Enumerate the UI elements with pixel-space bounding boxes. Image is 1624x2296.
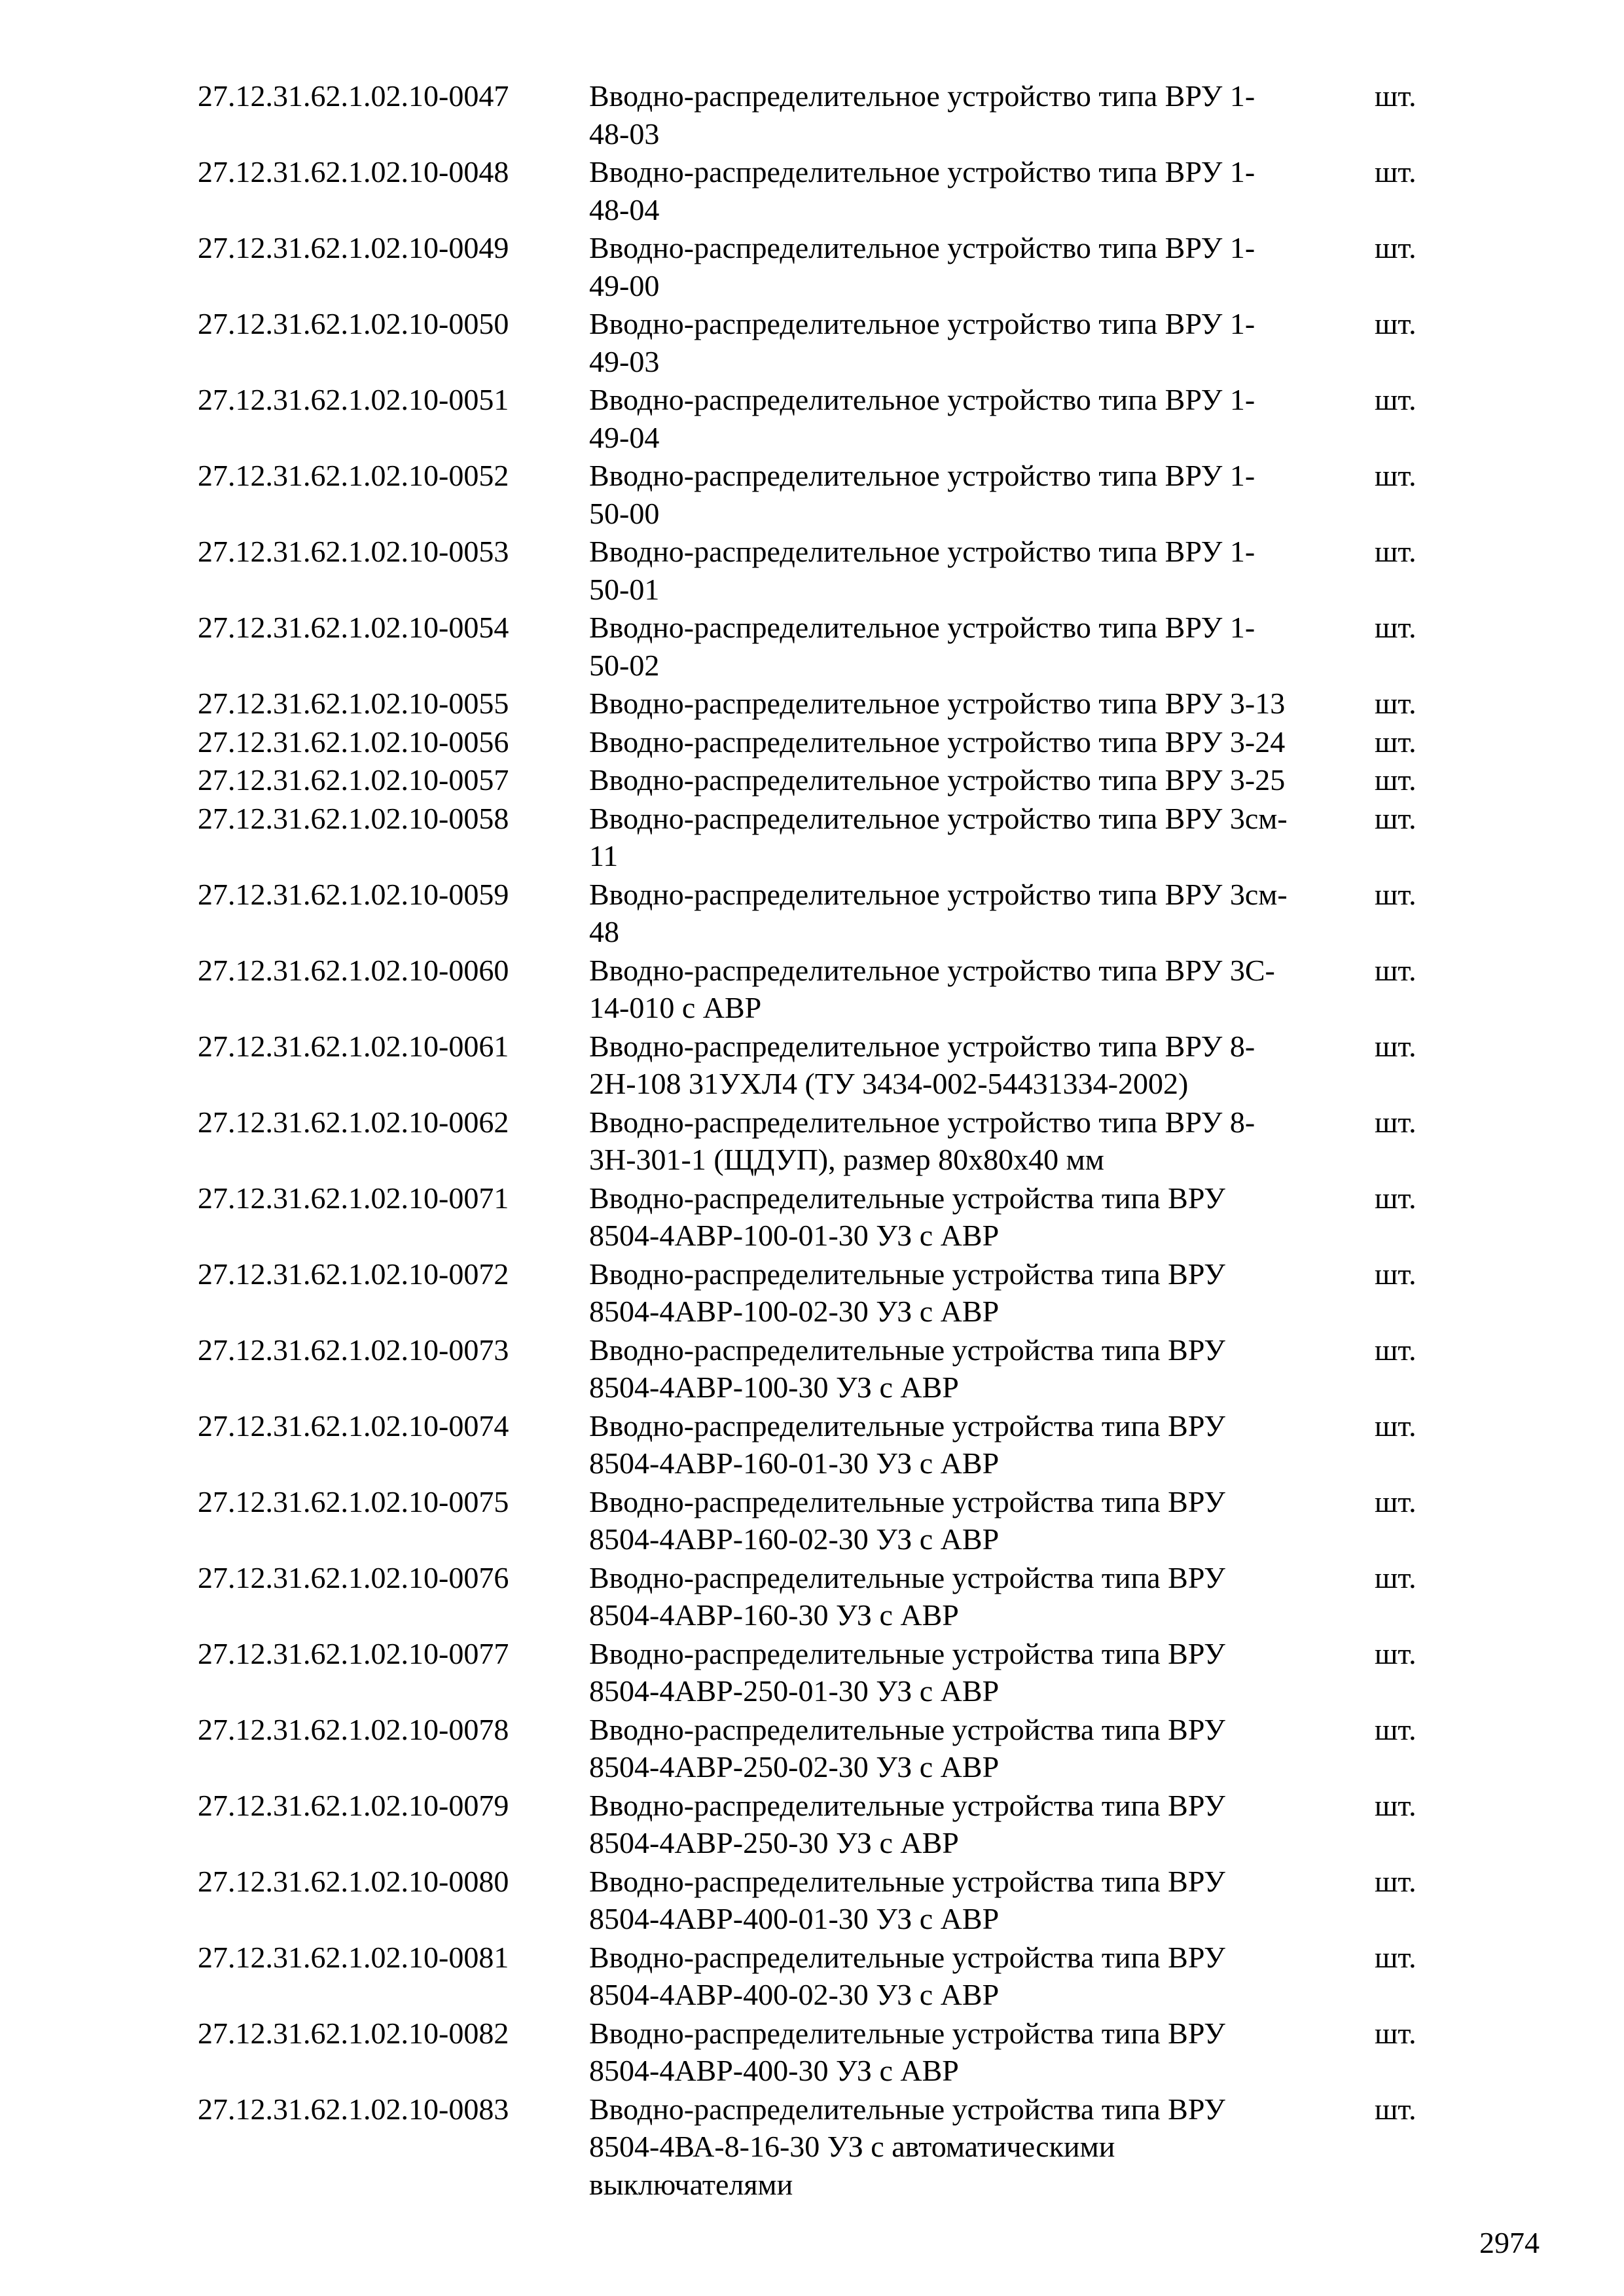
item-code: 27.12.31.62.1.02.10-0079	[198, 1788, 509, 1822]
item-code: 27.12.31.62.1.02.10-0048	[198, 155, 509, 188]
item-unit: шт.	[1375, 611, 1416, 644]
item-unit: шт.	[1375, 2016, 1416, 2050]
item-code: 27.12.31.62.1.02.10-0083	[198, 2092, 509, 2126]
item-code: 27.12.31.62.1.02.10-0075	[198, 1484, 509, 1518]
item-unit: шт.	[1375, 763, 1416, 797]
item-unit: шт.	[1375, 1712, 1416, 1746]
item-name: Вводно-распределительное устройство типа ВРУ 1- 48-04	[589, 155, 1255, 226]
item-name: Вводно-распределительные устройства типа ВРУ 8504-4АВР-250-30 УЗ с АВР	[589, 1788, 1225, 1859]
table-row	[198, 1635, 1441, 1710]
item-unit: шт.	[1375, 877, 1416, 911]
item-name: Вводно-распределительное устройство типа ВРУ 1- 50-00	[589, 459, 1255, 530]
item-name: Вводно-распределительное устройство типа ВРУ 3см- 11	[589, 801, 1288, 872]
item-code: 27.12.31.62.1.02.10-0077	[198, 1636, 509, 1670]
item-code: 27.12.31.62.1.02.10-0081	[198, 1940, 509, 1974]
table-row	[198, 77, 1441, 152]
table-row	[198, 1179, 1441, 1255]
item-name: Вводно-распределительное устройство типа ВРУ 3С- 14-010 с АВР	[589, 953, 1275, 1024]
item-name: Вводно-распределительные устройства типа ВРУ 8504-4АВР-100-01-30 УЗ с АВР	[589, 1181, 1225, 1252]
item-name: Вводно-распределительные устройства типа ВРУ 8504-4АВР-400-30 УЗ с АВР	[589, 2016, 1225, 2087]
price-list-table	[198, 77, 1441, 2204]
item-unit: шт.	[1375, 459, 1416, 492]
table-row	[198, 1331, 1441, 1407]
table-row	[198, 533, 1441, 608]
item-code: 27.12.31.62.1.02.10-0072	[198, 1257, 509, 1291]
item-code: 27.12.31.62.1.02.10-0058	[198, 801, 509, 835]
table-row	[198, 381, 1441, 456]
item-code: 27.12.31.62.1.02.10-0071	[198, 1181, 509, 1215]
item-code: 27.12.31.62.1.02.10-0082	[198, 2016, 509, 2050]
item-unit: шт.	[1375, 1181, 1416, 1215]
item-unit: шт.	[1375, 953, 1416, 987]
item-name: Вводно-распределительные устройства типа ВРУ 8504-4ВА-8-16-30 УЗ с автоматическими выключателями	[589, 2092, 1225, 2201]
item-unit: шт.	[1375, 1636, 1416, 1670]
table-row	[198, 1939, 1441, 2014]
table-row	[198, 229, 1441, 304]
item-code: 27.12.31.62.1.02.10-0078	[198, 1712, 509, 1746]
table-row	[198, 1787, 1441, 1862]
item-unit: шт.	[1375, 1105, 1416, 1139]
item-name: Вводно-распределительные устройства типа ВРУ 8504-4АВР-160-01-30 УЗ с АВР	[589, 1408, 1225, 1480]
item-unit: шт.	[1375, 725, 1416, 759]
item-name: Вводно-распределительное устройство типа ВРУ 8- 3Н-301-1 (ЩДУП), размер 80х80х40 мм	[589, 1105, 1255, 1176]
item-name: Вводно-распределительное устройство типа ВРУ 3-24	[589, 725, 1286, 759]
item-unit: шт.	[1375, 231, 1416, 264]
table-row	[198, 1483, 1441, 1558]
table-row	[198, 1407, 1441, 1482]
item-unit: шт.	[1375, 1408, 1416, 1443]
table-row	[198, 2090, 1441, 2204]
table-row	[198, 457, 1441, 532]
item-unit: шт.	[1375, 801, 1416, 835]
item-code: 27.12.31.62.1.02.10-0057	[198, 763, 509, 797]
table-row	[198, 952, 1441, 1027]
table-row	[198, 609, 1441, 684]
item-code: 27.12.31.62.1.02.10-0074	[198, 1408, 509, 1443]
table-row	[198, 876, 1441, 951]
table-row	[198, 1255, 1441, 1331]
item-code: 27.12.31.62.1.02.10-0073	[198, 1333, 509, 1367]
item-name: Вводно-распределительные устройства типа ВРУ 8504-4АВР-100-02-30 УЗ с АВР	[589, 1257, 1225, 1328]
item-unit: шт.	[1375, 1940, 1416, 1974]
item-unit: шт.	[1375, 79, 1416, 113]
item-code: 27.12.31.62.1.02.10-0062	[198, 1105, 509, 1139]
item-unit: шт.	[1375, 1257, 1416, 1291]
item-unit: шт.	[1375, 687, 1416, 720]
item-unit: шт.	[1375, 383, 1416, 416]
item-unit: шт.	[1375, 1788, 1416, 1822]
item-name: Вводно-распределительное устройство типа ВРУ 1- 49-00	[589, 231, 1255, 302]
table-row	[198, 1711, 1441, 1786]
item-code: 27.12.31.62.1.02.10-0051	[198, 383, 509, 416]
item-code: 27.12.31.62.1.02.10-0052	[198, 459, 509, 492]
table-row	[198, 2015, 1441, 2090]
item-unit: шт.	[1375, 307, 1416, 340]
item-name: Вводно-распределительное устройство типа ВРУ 3см- 48	[589, 877, 1288, 948]
item-unit: шт.	[1375, 2092, 1416, 2126]
item-code: 27.12.31.62.1.02.10-0080	[198, 1864, 509, 1898]
table-row	[198, 1103, 1441, 1179]
item-code: 27.12.31.62.1.02.10-0053	[198, 535, 509, 568]
item-name: Вводно-распределительное устройство типа ВРУ 1- 48-03	[589, 79, 1255, 151]
table-row	[198, 1559, 1441, 1634]
item-name: Вводно-распределительные устройства типа ВРУ 8504-4АВР-100-30 УЗ с АВР	[589, 1333, 1225, 1404]
item-code: 27.12.31.62.1.02.10-0054	[198, 611, 509, 644]
item-name: Вводно-распределительные устройства типа ВРУ 8504-4АВР-400-02-30 УЗ с АВР	[589, 1940, 1225, 2011]
item-name: Вводно-распределительное устройство типа ВРУ 1- 50-01	[589, 535, 1255, 606]
item-unit: шт.	[1375, 535, 1416, 568]
item-unit: шт.	[1375, 1333, 1416, 1367]
item-unit: шт.	[1375, 1484, 1416, 1518]
item-name: Вводно-распределительное устройство типа ВРУ 1- 49-03	[589, 307, 1255, 378]
item-code: 27.12.31.62.1.02.10-0061	[198, 1029, 509, 1063]
item-name: Вводно-распределительные устройства типа ВРУ 8504-4АВР-250-02-30 УЗ с АВР	[589, 1712, 1225, 1784]
item-unit: шт.	[1375, 1029, 1416, 1063]
item-code: 27.12.31.62.1.02.10-0076	[198, 1560, 509, 1594]
item-name: Вводно-распределительные устройства типа ВРУ 8504-4АВР-160-30 УЗ с АВР	[589, 1560, 1225, 1632]
table-row	[198, 1863, 1441, 1938]
item-name: Вводно-распределительные устройства типа ВРУ 8504-4АВР-250-01-30 УЗ с АВР	[589, 1636, 1225, 1708]
item-name: Вводно-распределительное устройство типа ВРУ 1- 50-02	[589, 611, 1255, 682]
item-name: Вводно-распределительные устройства типа ВРУ 8504-4АВР-160-02-30 УЗ с АВР	[589, 1484, 1225, 1556]
item-name: Вводно-распределительное устройство типа ВРУ 1- 49-04	[589, 383, 1255, 454]
item-code: 27.12.31.62.1.02.10-0055	[198, 687, 509, 720]
item-code: 27.12.31.62.1.02.10-0049	[198, 231, 509, 264]
table-row	[198, 800, 1441, 875]
item-name: Вводно-распределительное устройство типа ВРУ 3-13	[589, 687, 1286, 720]
item-name: Вводно-распределительное устройство типа ВРУ 8- 2Н-108 31УХЛ4 (ТУ 3434-002-54431334-2002)	[589, 1029, 1255, 1100]
table-row	[198, 305, 1441, 380]
item-unit: шт.	[1375, 155, 1416, 188]
table-row	[198, 153, 1441, 228]
item-unit: шт.	[1375, 1560, 1416, 1594]
item-code: 27.12.31.62.1.02.10-0059	[198, 877, 509, 911]
item-unit: шт.	[1375, 1864, 1416, 1898]
item-name: Вводно-распределительное устройство типа ВРУ 3-25	[589, 763, 1286, 797]
table-row	[198, 723, 1441, 761]
page-number: 2974	[1479, 2226, 1540, 2259]
table-row	[198, 685, 1441, 723]
item-code: 27.12.31.62.1.02.10-0056	[198, 725, 509, 759]
item-code: 27.12.31.62.1.02.10-0047	[198, 79, 509, 113]
item-code: 27.12.31.62.1.02.10-0060	[198, 953, 509, 987]
table-row	[198, 761, 1441, 799]
table-row	[198, 1028, 1441, 1103]
item-name: Вводно-распределительные устройства типа ВРУ 8504-4АВР-400-01-30 УЗ с АВР	[589, 1864, 1225, 1935]
item-code: 27.12.31.62.1.02.10-0050	[198, 307, 509, 340]
